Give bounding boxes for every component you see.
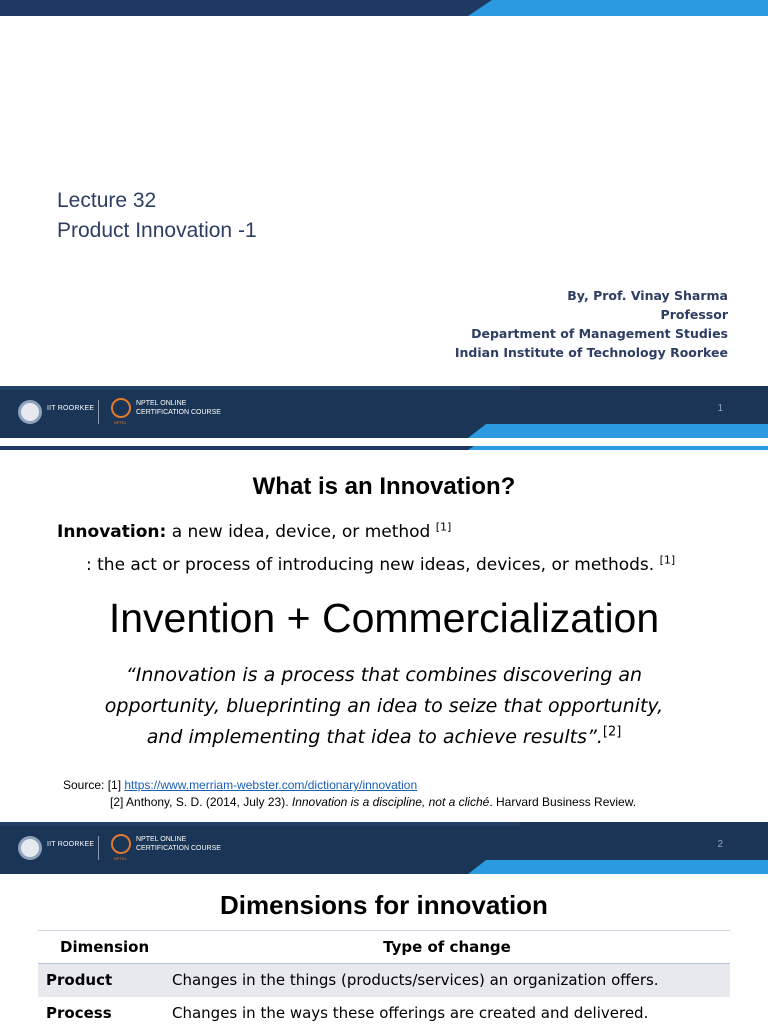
nptel-label: NPTEL ONLINE CERTIFICATION COURSE	[136, 400, 221, 416]
top-band	[0, 0, 768, 16]
lecture-number: Lecture 32	[57, 189, 157, 212]
author-name: By, Prof. Vinay Sharma	[567, 288, 728, 303]
definition-term: Innovation:	[57, 522, 167, 542]
table-header-row	[38, 931, 730, 964]
slide-heading: What is an Innovation?	[252, 473, 516, 500]
dimensions-table	[38, 930, 730, 1024]
author-title: Professor	[660, 307, 728, 322]
quote: “Innovation is a process that combines discovering an opportunity, blueprinting an idea to seize that opportunity, and implementing that idea to achieve results”.[2]	[104, 664, 664, 748]
formula-text: Invention + Commercialization	[108, 595, 660, 641]
iit-roorkee-logo-icon	[18, 400, 42, 424]
nptel-logo-icon	[111, 398, 131, 418]
slide-1	[0, 0, 768, 446]
institute-label: IIT ROORKEE	[47, 405, 95, 412]
page-number: 2	[717, 839, 723, 850]
author-department: Department of Management Studies	[471, 326, 728, 341]
page-number: 1	[717, 403, 723, 414]
nptel-logo-icon	[111, 834, 131, 854]
change-cell: Changes in the ways these offerings are created and delivered.	[172, 1004, 649, 1022]
table-row	[38, 964, 730, 997]
source-link[interactable]: https://www.merriam-webster.com/dictionary/innovation	[124, 778, 418, 792]
dimension-cell: Process	[46, 1004, 112, 1022]
lecture-topic: Product Innovation -1	[57, 219, 257, 242]
institute-label: IIT ROORKEE	[47, 841, 95, 848]
definition-2: : the act or process of introducing new ideas, devices, or methods. [1]	[86, 553, 676, 575]
table-row	[38, 997, 730, 1024]
author-block	[455, 286, 728, 362]
citation-ref: [2]	[602, 724, 622, 740]
citation-ref: [1]	[659, 553, 676, 567]
column-header: Type of change	[164, 931, 730, 964]
column-header: Dimension	[38, 931, 164, 964]
dimension-cell: Product	[38, 964, 164, 997]
definition-1: Innovation: a new idea, device, or method [1]	[57, 520, 452, 542]
slide-footer: IIT ROORKEE NPTEL NPTEL ONLINE CERTIFICATION COURSE 2	[0, 822, 768, 874]
top-band	[0, 446, 768, 450]
slide-footer: IIT ROORKEE NPTEL NPTEL ONLINE CERTIFICATION COURSE 1	[0, 386, 768, 438]
change-cell: Changes in the things (products/services) an organization offers.	[164, 964, 730, 997]
source-article-title: Innovation is a discipline, not a cliché	[291, 795, 490, 809]
sources: Source: [1] https://www.merriam-webster.com/dictionary/innovation [2] Anthony, S. D. (2014, July 23). Innovation is a discipline, not a cliché. Harvard Business Review.	[63, 778, 637, 809]
iit-roorkee-logo-icon	[18, 836, 42, 860]
author-institute: Indian Institute of Technology Roorkee	[454, 345, 728, 360]
slide-heading: Dimensions for innovation	[220, 890, 548, 920]
nptel-label: NPTEL ONLINE CERTIFICATION COURSE	[136, 836, 221, 852]
lecture-title	[57, 186, 257, 246]
citation-ref: [1]	[435, 520, 452, 534]
